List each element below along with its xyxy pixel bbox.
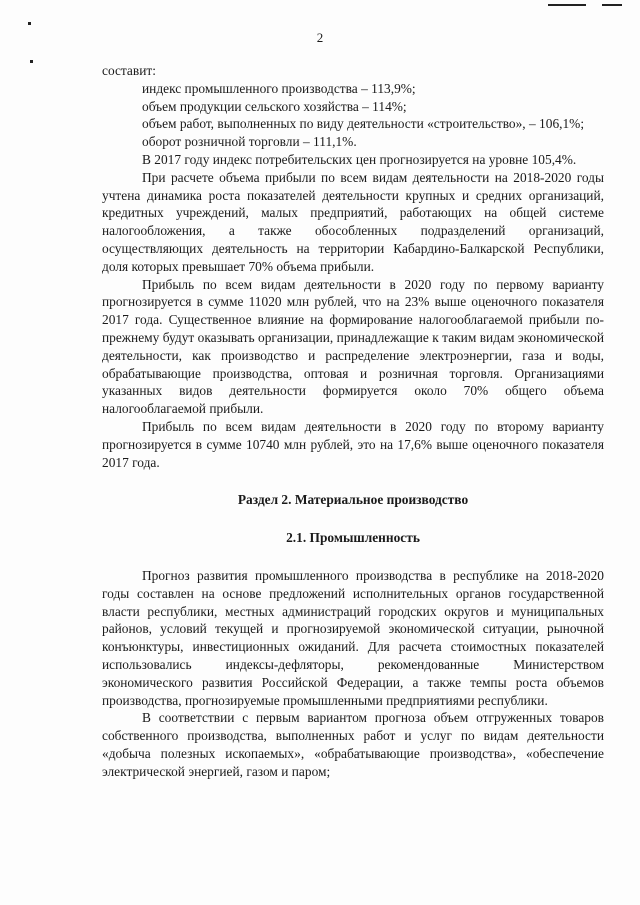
paragraph-industry-forecast: Прогноз развития промышленного производства в республике на 2018-2020 годы составлен на основе предложений исполнительных органов государственной власти республики, местных администраций городских округов и муниципальных районов, условий текущей и прогнозируемой экономической ситуации, рыночной конъюнктуры, инвестиционных ожиданий. Для расчета стоимостных показателей использовались индексы-дефляторы, рекомендованные Министерством экономического развития Российской Федерации, а также темпы роста объемов производства, прогнозируемые промышленными предприятиями республики. <box>102 567 604 708</box>
paragraph-variant-1-shipments: В соответствии с первым вариантом прогноза объем отгруженных товаров собственного производства, выполненных работ и услуг по видам деятельности «добыча полезных ископаемых», «обрабатывающие производства», «обеспечение электрической энергией, газом и паром; <box>102 710 604 779</box>
section-heading: Раздел 2. Материальное производство <box>237 492 469 508</box>
paragraph-cpi: В 2017 году индекс потребительских цен прогнозируется на уровне 105,4%. <box>142 151 577 167</box>
document-body <box>102 62 604 780</box>
paragraph-profit-variant-2: Прибыль по всем видам деятельности в 2020 году по второму варианту прогнозируется в сумме 10740 млн рублей, это на 17,6% выше оценочного показателя 2017 года. <box>102 418 604 470</box>
scan-mark-left-1 <box>28 22 31 25</box>
list-item-agriculture: объем продукции сельского хозяйства – 114%; <box>142 98 407 114</box>
list-item-retail: оборот розничной торговли – 111,1%. <box>142 134 357 150</box>
paragraph-intro: составит: <box>102 63 156 78</box>
scan-mark-top-right-2 <box>602 4 622 6</box>
scan-mark-top-right-1 <box>548 4 586 6</box>
subsection-heading: 2.1. Промышленность <box>286 530 420 546</box>
page-number: 2 <box>316 30 324 45</box>
paragraph-profit-variant-1: Прибыль по всем видам деятельности в 2020 году по первому варианту прогнозируется в сумме 11020 млн рублей, что на 23% выше оценочного показателя 2017 года. Существенное влияние на формирование налогооблагаемой прибыли по-прежнему будут оказывать организации, принадлежащие к таким видам экономической деятельности, как производство и распределение электроэнергии, газа и воды, обрабатывающие производства, оптовая и розничная торговля. Организациями указанных видов деятельности формируется около 70% общего объема налогооблагаемой прибыли. <box>102 276 604 417</box>
paragraph-profit-calc: При расчете объема прибыли по всем видам деятельности на 2018-2020 годы учтена динамика роста показателей деятельности крупных и средних организаций, кредитных учреждений, малых предприятий, работающих на общей системе налогообложения, а также обособленных подразделений организаций, осуществляющих деятельность на территории Кабардино-Балкарской Республики, доля которых превышает 70% объема прибыли. <box>102 169 604 274</box>
scan-mark-left-2 <box>30 60 33 63</box>
list-item-construction: объем работ, выполненных по виду деятельности «строительство», – 106,1%; <box>142 116 585 132</box>
list-item-industrial-index: индекс промышленного производства – 113,9%; <box>142 80 416 96</box>
